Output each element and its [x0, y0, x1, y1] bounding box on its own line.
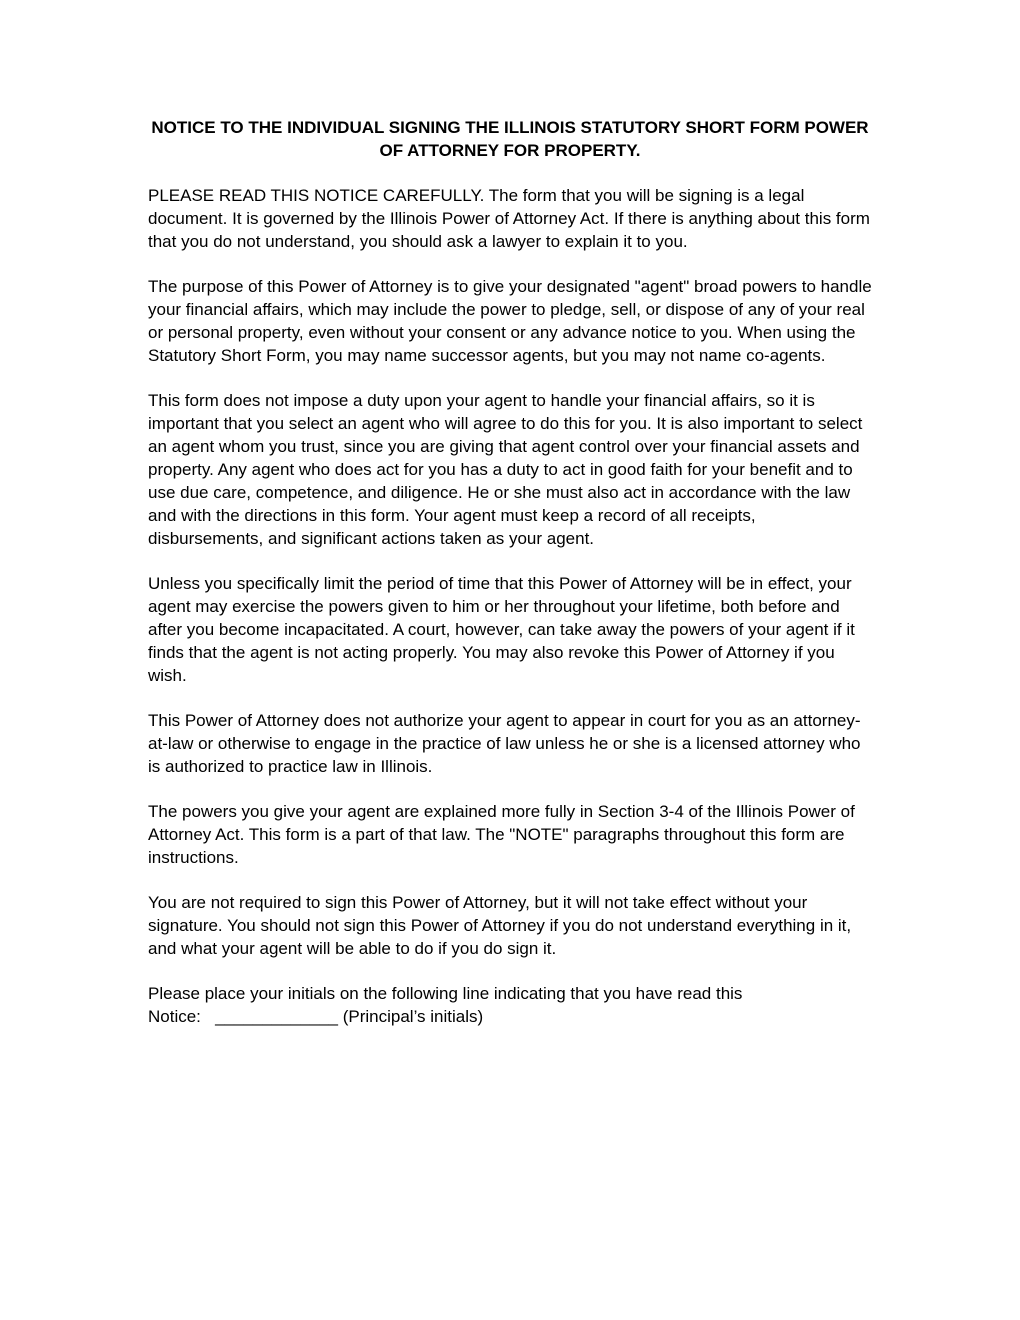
- paragraph-spacer: [148, 253, 872, 275]
- paragraph-please-read: PLEASE READ THIS NOTICE CAREFULLY. The form that you will be signing is a legal document. It is governed by the Illinois Power of Attorney Act. If there is anything about this form that you do not understand, you should ask a lawyer to explain it to you.: [148, 186, 870, 251]
- paragraph-section-3-4: The powers you give your agent are explained more fully in Section 3-4 of the Illinois Power of Attorney Act. This form is a part of that law. The "NOTE" paragraphs throughout this form are instructions.: [148, 802, 855, 867]
- paragraph-spacer: [148, 778, 872, 800]
- paragraph-spacer: [148, 869, 872, 891]
- paragraph-spacer: [148, 687, 872, 709]
- document-body: [148, 116, 872, 1028]
- paragraph-not-practice-of-law: This Power of Attorney does not authorize your agent to appear in court for you as an attorney-at-law or otherwise to engage in the practice of law unless he or she is a licensed attorney who is authorized to practice law in Illinois.: [148, 711, 861, 776]
- paragraph-no-duty-imposed: This form does not impose a duty upon your agent to handle your financial affairs, so it is important that you select an agent who will agree to do this for you. It is also important to select an agent whom you trust, since you are giving that agent control over your financial assets and property. Any agent who does act for you has a duty to act in good faith for your benefit and to use due care, competence, and diligence. He or she must also act in accordance with the law and with the directions in this form. Your agent must keep a record of all receipts, disbursements, and significant actions taken as your agent.: [148, 391, 863, 548]
- paragraph-spacer: [148, 960, 872, 982]
- principal-initials-line[interactable]: Notice: _____________ (Principal’s initials): [148, 1007, 484, 1026]
- page-title: NOTICE TO THE INDIVIDUAL SIGNING THE ILLINOIS STATUTORY SHORT FORM POWER OF ATTORNEY FOR PROPERTY.: [151, 118, 869, 160]
- paragraph-not-required-to-sign: You are not required to sign this Power of Attorney, but it will not take effect without your signature. You should not sign this Power of Attorney if you do not understand everything in it, and what your agent will be able to do if you do sign it.: [148, 893, 852, 958]
- paragraph-spacer: [148, 367, 872, 389]
- paragraph-purpose: The purpose of this Power of Attorney is to give your designated "agent" broad powers to handle your financial affairs, which may include the power to pledge, sell, or dispose of any of your real or personal property, even without your consent or any advance notice to you. When using the Statutory Short Form, you may name successor agents, but you may not name co-agents.: [148, 277, 872, 365]
- paragraph-spacer: [148, 550, 872, 572]
- paragraph-place-initials: Please place your initials on the following line indicating that you have read this: [148, 984, 743, 1003]
- title-spacer: [148, 162, 872, 184]
- paragraph-period-of-time: Unless you specifically limit the period of time that this Power of Attorney will be in effect, your agent may exercise the powers given to him or her throughout your lifetime, both before and after you become incapacitated. A court, however, can take away the powers of your agent if it finds that the agent is not acting properly. You may also revoke this Power of Attorney if you wish.: [148, 574, 855, 685]
